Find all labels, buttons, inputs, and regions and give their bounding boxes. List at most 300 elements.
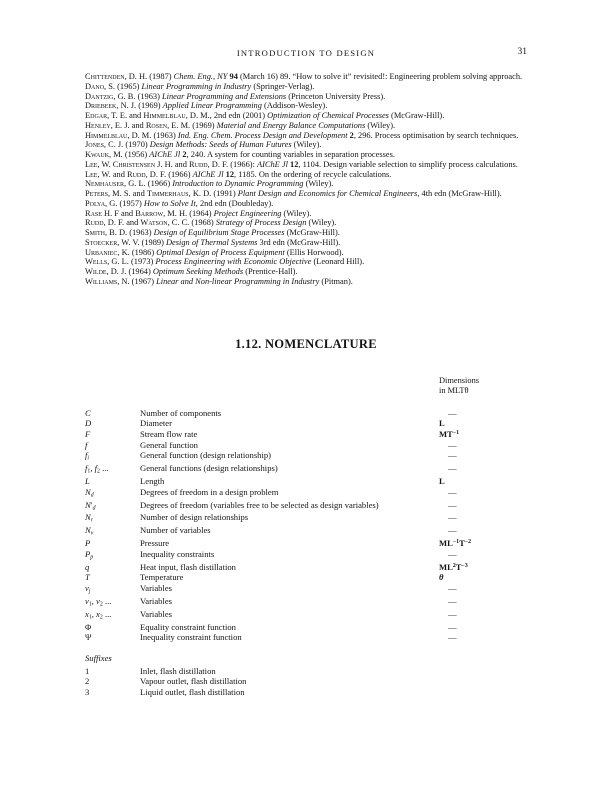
nomenclature-row (85, 596, 527, 609)
text-segment: f (94, 463, 97, 474)
dimension-cell (439, 487, 527, 500)
text-segment: Kwauk, M. (85, 150, 123, 159)
text-segment: ... (99, 463, 109, 474)
description-cell: Diameter (140, 418, 172, 429)
text-segment: N (85, 512, 91, 523)
text-segment: 1 (87, 468, 91, 475)
text-segment: Plant Design and Economics for Chemical Engineers (237, 189, 418, 198)
description-cell: Degrees of freedom in a design problem (140, 486, 279, 497)
text-segment: d (92, 505, 96, 512)
text-segment: r (90, 518, 94, 524)
text-segment: (Wiley). (303, 179, 334, 189)
text-segment: Dano, S. (85, 81, 115, 91)
dimension-cell (439, 440, 527, 451)
text-segment: (1986) (129, 247, 157, 257)
text-segment: (1964) (126, 267, 153, 276)
symbol-cell (85, 622, 140, 633)
symbol-cell (85, 632, 140, 643)
text-segment: Ind. Eng. Chem. Process Design and Development (177, 130, 350, 140)
text-segment: (Pitman). (319, 276, 353, 286)
description-cell: Variables (140, 582, 172, 593)
text-segment: — (448, 463, 457, 474)
text-segment: ... (102, 608, 112, 619)
nomenclature-row (85, 622, 527, 633)
text-segment: (1963) (127, 228, 154, 237)
text-segment: Applied Linear Programming (162, 101, 262, 111)
text-segment: — (448, 439, 457, 450)
text-segment: Introduction to Dynamic Programming (172, 179, 304, 189)
nomenclature-row (85, 487, 527, 500)
text-segment: Edgar, T. E. (85, 111, 128, 120)
text-segment: ML (439, 538, 453, 549)
text-segment: j (88, 588, 91, 595)
reference-item (85, 111, 527, 121)
reference-item (85, 228, 527, 238)
text-segment: (1965) (115, 81, 142, 91)
nomenclature-row (85, 572, 527, 583)
description-cell: Variables (140, 595, 172, 606)
text-segment: Rosen, E. M. (145, 120, 191, 130)
text-segment: (1969) (136, 101, 163, 111)
text-segment: f (85, 439, 88, 450)
text-segment: x (96, 608, 100, 619)
dimensions-header-line2: in MLTθ (439, 385, 469, 395)
text-segment: 2 (99, 601, 103, 608)
text-segment: AIChE Jl (149, 150, 183, 159)
text-segment: and (129, 120, 146, 130)
symbol-cell (85, 440, 140, 451)
text-segment: Chem. Eng., NY (173, 72, 230, 81)
text-segment: (1966): (228, 159, 257, 169)
symbol-cell (85, 609, 140, 622)
nomenclature-row (85, 463, 527, 476)
reference-item (85, 72, 527, 82)
text-segment: −1 (452, 539, 460, 546)
text-segment: , (90, 463, 95, 474)
text-segment: (1991) (211, 189, 238, 198)
text-segment: (1966) (166, 169, 193, 179)
text-segment: Φ (85, 621, 92, 632)
text-segment: (Wiley). (281, 208, 312, 218)
text-segment: v (90, 530, 94, 537)
reference-item (85, 150, 527, 160)
text-segment: Rudd, D. F. (127, 169, 167, 179)
description-cell: Inequality constraints (140, 548, 215, 559)
symbol-cell (85, 500, 140, 513)
dimension-cell (439, 476, 527, 487)
text-segment: Strategy of Process Design (215, 218, 307, 228)
dimension-cell (439, 450, 527, 463)
text-segment: Dantzig, G. B. (85, 91, 136, 101)
description-cell: Length (140, 476, 165, 486)
symbol-cell (85, 429, 140, 440)
text-segment: q (85, 561, 90, 572)
text-segment: AIChE Jl (192, 169, 226, 179)
page-header (85, 48, 527, 58)
nomenclature-row (85, 418, 527, 429)
nomenclature-row (85, 429, 527, 440)
text-segment: Himmelblau, D. M. (85, 130, 152, 140)
suffix-symbol: 3 (85, 687, 90, 698)
suffix-symbol: 2 (85, 676, 90, 687)
text-segment: T (455, 561, 462, 572)
text-segment: (1964) (187, 208, 214, 218)
nomenclature-row (85, 450, 527, 463)
reference-item (85, 218, 527, 228)
text-segment: v (85, 582, 89, 593)
references-list (85, 72, 527, 287)
symbol-cell (85, 418, 140, 429)
text-segment: , 1104. Design variable selection to simplify process calculations. (298, 159, 518, 169)
text-segment: Urbaniec, K. (85, 247, 130, 257)
text-segment: 12 (225, 169, 235, 179)
text-segment: (Leonard Hill). (311, 257, 365, 267)
text-segment: (Wiley). (291, 140, 322, 150)
text-segment: Barrow, M. H. (135, 208, 188, 218)
reference-item (85, 170, 527, 180)
reference-item (85, 131, 527, 141)
section-heading: 1.12. NOMENCLATURE (235, 336, 377, 351)
text-segment: — (448, 407, 457, 418)
text-segment: and (172, 159, 190, 169)
text-segment: ML (439, 561, 453, 572)
symbol-cell (85, 538, 140, 549)
text-segment: x (85, 608, 89, 619)
description-cell: Number of design relationships (140, 512, 249, 523)
suffixes-rows (85, 666, 527, 698)
description-cell: Number of variables (140, 525, 211, 536)
suffix-row (85, 676, 527, 687)
text-segment: (1963) (151, 130, 178, 140)
symbol-cell (85, 487, 140, 500)
text-segment: Peters, M. S. (85, 189, 131, 198)
text-segment: θ (439, 572, 444, 583)
text-segment: N (85, 525, 91, 536)
text-segment: (Ellis Horwood). (284, 247, 344, 257)
text-segment: , 2nd edn (Doubleday). (195, 198, 274, 208)
text-segment: v (85, 595, 89, 606)
text-segment: L (439, 418, 445, 429)
text-segment: AIChE Jl (256, 159, 290, 169)
dimension-cell (439, 418, 527, 429)
suffix-symbol: 1 (85, 665, 90, 676)
dimension-cell (439, 538, 527, 549)
dimension-cell (439, 429, 527, 440)
description-cell: Heat input, flash distillation (140, 561, 236, 572)
text-segment: Jones, C. J. (85, 140, 124, 150)
text-segment: (Princeton University Press). (286, 91, 386, 101)
nomenclature-row (85, 609, 527, 622)
text-segment: and (127, 111, 144, 120)
suffix-description: Inlet, flash distillation (140, 665, 216, 676)
description-cell: General function (design relationship) (140, 450, 272, 461)
dimension-cell (439, 583, 527, 596)
text-segment: (1989) (139, 237, 166, 247)
text-segment: — (448, 525, 457, 536)
dimensions-column-header (85, 376, 527, 396)
text-segment: N (85, 486, 91, 497)
reference-item (85, 82, 527, 92)
text-segment: MT (439, 428, 453, 439)
text-segment: 2 (97, 468, 100, 475)
text-segment: Wells, G. L. (85, 257, 129, 267)
text-segment: (1957) (117, 198, 144, 208)
text-segment: — (448, 548, 457, 559)
symbol-cell (85, 408, 140, 419)
dimension-cell (439, 408, 527, 419)
dimension-cell (439, 512, 527, 525)
text-segment: (Addison-Wesley). (261, 101, 328, 111)
text-segment: Design Methods: Seeds of Human Futures (149, 140, 292, 150)
text-segment: 2 (99, 614, 103, 621)
text-segment: and (130, 189, 147, 198)
text-segment: 12 (290, 159, 299, 169)
reference-item (85, 257, 527, 267)
symbol-cell (85, 450, 140, 463)
dimension-cell (439, 549, 527, 562)
dimension-cell (439, 500, 527, 513)
symbol-cell (85, 525, 140, 538)
reference-item (85, 238, 527, 248)
suffix-description: Liquid outlet, flash distillation (140, 687, 245, 698)
reference-item (85, 277, 527, 287)
text-segment: L (439, 476, 445, 486)
reference-item (85, 92, 527, 102)
text-segment: D (85, 418, 92, 429)
reference-item (85, 267, 527, 277)
nomenclature-row (85, 562, 527, 573)
symbol-cell (85, 583, 140, 596)
nomenclature-row (85, 476, 527, 487)
text-segment: Linear Programming and Extensions (162, 91, 287, 101)
text-segment: Wilde, D. J. (85, 267, 127, 276)
reference-item (85, 189, 527, 199)
symbol-cell (85, 512, 140, 525)
reference-item (85, 248, 527, 258)
text-segment: Chittenden, D. H. (85, 72, 148, 81)
text-segment: Lee, W. (85, 169, 111, 179)
dimension-cell (439, 562, 527, 573)
description-cell: Inequality constraint function (140, 632, 242, 643)
dimensions-header-line1: Dimensions (439, 375, 480, 385)
text-segment: — (448, 486, 457, 497)
text-segment: Henley, E. J. (85, 120, 130, 130)
page-number: 31 (517, 47, 527, 57)
text-segment: — (448, 621, 457, 632)
suffixes-section (85, 653, 527, 698)
suffix-row (85, 687, 527, 698)
text-segment: Timmerhaus, K. D. (146, 189, 212, 198)
text-segment: 2 (349, 130, 354, 140)
text-segment: — (448, 582, 457, 593)
text-segment: (McGraw-Hill). (284, 228, 340, 237)
text-segment: (1967) (129, 276, 157, 286)
text-segment: (1968) (189, 218, 216, 228)
text-segment: F (85, 428, 91, 439)
text-segment: (1973) (128, 257, 156, 267)
text-segment: P (85, 548, 91, 559)
text-segment: , 240. A system for counting variables in separation processes. (186, 150, 395, 159)
description-cell: Variables (140, 608, 172, 619)
symbol-cell (85, 596, 140, 609)
text-segment: p (90, 554, 94, 561)
running-title: INTRODUCTION TO DESIGN (236, 48, 376, 58)
text-segment: How to Solve It (143, 198, 196, 208)
text-segment: and (118, 208, 136, 218)
text-segment: and (110, 169, 127, 179)
dimensions-header-text (439, 376, 527, 396)
text-segment: f (85, 450, 88, 461)
nomenclature-row (85, 632, 527, 643)
dimension-cell (439, 596, 527, 609)
text-segment: d (90, 492, 94, 499)
reference-item (85, 121, 527, 131)
text-segment: Rudd, D. F. (189, 159, 229, 169)
text-segment: Rase H. F (85, 208, 119, 218)
text-segment: Optimum Seeking Methods (152, 267, 244, 276)
text-segment: Stoecker, W. V. (85, 237, 140, 247)
text-segment: (1969) (190, 120, 217, 130)
text-segment: Design of Equilibrium Stage Processes (153, 228, 285, 237)
text-segment: 94 (229, 72, 238, 81)
nomenclature-row (85, 440, 527, 451)
text-segment: 1 (88, 601, 92, 608)
text-segment: Optimal Design of Process Equipment (156, 247, 285, 257)
text-segment: P (85, 538, 91, 549)
text-segment: 3rd edn (McGraw-Hill). (257, 237, 341, 247)
suffix-description: Vapour outlet, flash distillation (140, 676, 247, 687)
text-segment: Watson, C. C. (140, 218, 190, 228)
text-segment: −3 (461, 562, 468, 569)
text-segment: (1963) (135, 91, 162, 101)
text-segment: 1 (88, 614, 92, 621)
text-segment: ... (102, 595, 112, 606)
symbol-cell (85, 572, 140, 583)
text-segment: L (85, 476, 90, 486)
text-segment: (1970) (123, 140, 150, 150)
text-segment: (Springer-Verlag). (251, 81, 315, 91)
text-segment: −1 (452, 430, 460, 437)
nomenclature-row (85, 500, 527, 513)
text-segment: — (448, 512, 457, 523)
text-segment: — (448, 632, 457, 643)
text-segment: Material and Energy Balance Computations (216, 120, 366, 130)
text-segment: Project Engineering (213, 208, 282, 218)
dimension-cell (439, 525, 527, 538)
text-segment: Linear and Non-linear Programming in Industry (156, 276, 320, 286)
symbol-cell (85, 463, 140, 476)
text-segment: , (91, 608, 97, 619)
text-segment: (Wiley). (365, 120, 396, 130)
text-segment: (March 16) 89. “How to solve it” revisited!: Engineering problem solving approach. (237, 72, 523, 81)
text-segment: Design of Thermal Systems (166, 237, 258, 247)
text-segment: C (85, 407, 91, 418)
text-segment: , 296. Process optimisation by search techniques. (353, 130, 519, 140)
text-segment: , (91, 595, 97, 606)
reference-item (85, 140, 527, 150)
text-segment: , 1185. On the ordering of recycle calculations. (234, 169, 392, 179)
dimension-cell (439, 572, 527, 583)
text-segment: 2 (182, 150, 187, 159)
text-segment: — (448, 499, 457, 510)
text-segment: −2 (464, 539, 472, 546)
nomenclature-row (85, 525, 527, 538)
text-segment: — (448, 450, 457, 461)
text-segment: and (124, 218, 141, 228)
reference-item (85, 199, 527, 209)
text-segment: Lee, W. Christensen J. H. (85, 159, 173, 169)
reference-item (85, 101, 527, 111)
suffixes-label: Suffixes (85, 652, 112, 663)
text-segment: i (87, 455, 90, 462)
text-segment: (1956) (122, 150, 150, 159)
text-segment: 2 (452, 562, 456, 569)
text-segment: ′ (90, 499, 93, 510)
description-cell: Pressure (140, 538, 170, 549)
suffix-row (85, 666, 527, 677)
text-segment: T (459, 538, 465, 549)
reference-item (85, 209, 527, 219)
symbol-cell (85, 476, 140, 487)
description-cell: General function (140, 439, 198, 450)
description-cell: General functions (design relationships) (140, 463, 278, 474)
description-cell: Number of components (140, 407, 222, 418)
description-cell: Degrees of freedom (variables free to be selected as design variables) (140, 499, 379, 510)
text-segment: — (448, 595, 457, 606)
text-segment: — (448, 608, 457, 619)
text-segment: Linear Programming in Industry (141, 81, 252, 91)
text-segment: (Prentice-Hall). (243, 267, 298, 276)
reference-item (85, 160, 527, 170)
text-segment: Smith, B. D. (85, 228, 128, 237)
nomenclature-row (85, 512, 527, 525)
text-segment: Himmelblau, D. M. (143, 111, 210, 120)
text-segment: Process Engineering with Economic Objective (155, 257, 312, 267)
text-segment: N (85, 499, 91, 510)
text-segment: (1987) (147, 72, 174, 81)
text-segment: Williams, N. (85, 276, 130, 286)
description-cell: Equality constraint function (140, 621, 236, 632)
text-segment: Ψ (85, 632, 92, 643)
text-segment: Polya, G. (85, 198, 118, 208)
description-cell: Stream flow rate (140, 428, 198, 439)
nomenclature-row (85, 538, 527, 549)
text-segment: f (85, 463, 88, 474)
dimension-cell (439, 622, 527, 633)
text-segment: Optimization of Chemical Processes (267, 111, 389, 120)
reference-item (85, 179, 527, 189)
dimension-cell (439, 463, 527, 476)
description-cell: Temperature (140, 572, 184, 583)
text-segment: T (85, 572, 90, 583)
nomenclature-rows (85, 408, 527, 643)
text-segment: , 4th edn (McGraw-Hill). (417, 189, 502, 198)
nomenclature-row (85, 408, 527, 419)
symbol-cell (85, 562, 140, 573)
text-segment: Driebeek, N. J. (85, 101, 137, 111)
text-segment: (1966) (145, 179, 173, 189)
text-segment: Rudd, D. F. (85, 218, 125, 228)
text-segment: (McGraw-Hill). (388, 111, 445, 120)
text-segment: , 2nd edn (2001) (209, 111, 268, 120)
dimension-cell (439, 632, 527, 643)
symbol-cell (85, 549, 140, 562)
nomenclature-row (85, 583, 527, 596)
text-segment: v (96, 595, 100, 606)
text-segment: (Wiley). (306, 218, 337, 228)
dimension-cell (439, 609, 527, 622)
nomenclature-row (85, 549, 527, 562)
